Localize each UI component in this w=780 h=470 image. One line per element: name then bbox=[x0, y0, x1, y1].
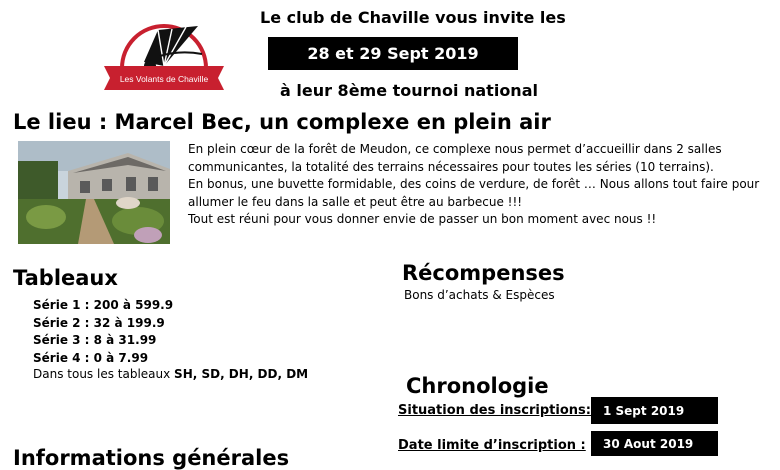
venue-paragraph: En plein cœur de la forêt de Meudon, ce complexe nous permet d’accueillir dans 2 salles communicantes, la totalité des terrains nécessaires pour toutes les séries (10 terrains). bbox=[188, 142, 722, 174]
event-dates-box bbox=[268, 37, 518, 70]
registration-deadline-box bbox=[591, 431, 718, 456]
shuttlecock-icon bbox=[144, 26, 202, 72]
registration-deadline-label: Date limite d’inscription : bbox=[398, 438, 586, 453]
venue-heading: Le lieu : Marcel Bec, un complexe en plein air bbox=[13, 110, 551, 134]
venue-paragraph: Tout est réuni pour vous donner envie de passer un bon moment avec nous !! bbox=[188, 212, 657, 226]
tableaux-heading: Tableaux bbox=[13, 266, 118, 290]
tournament-heading: à leur 8ème tournoi national bbox=[280, 81, 538, 100]
registration-deadline-value: 30 Aout 2019 bbox=[603, 436, 694, 451]
chronologie-heading: Chronologie bbox=[406, 374, 549, 398]
registration-status-value: 1 Sept 2019 bbox=[603, 403, 685, 418]
series-list bbox=[33, 297, 173, 367]
all-boards-line bbox=[33, 367, 308, 381]
series-item: Série 3 : 8 à 31.99 bbox=[33, 333, 157, 347]
recompenses-heading: Récompenses bbox=[402, 261, 565, 285]
venue-photo bbox=[18, 141, 170, 244]
registration-status-box bbox=[591, 397, 718, 424]
info-heading: Informations générales bbox=[13, 446, 290, 470]
series-item: Série 2 : 32 à 199.9 bbox=[33, 315, 165, 330]
invite-heading: Le club de Chaville vous invite les bbox=[260, 8, 566, 27]
venue-paragraph: En bonus, une buvette formidable, des coins de verdure, de forêt … Nous allons tout faire pour allumer le feu dans la salle et peut être au barbecue !!! bbox=[188, 177, 760, 209]
all-boards-list: SH, SD, DH, DD, DM bbox=[174, 367, 309, 381]
event-dates: 28 et 29 Sept 2019 bbox=[307, 44, 479, 63]
logo-text: Les Volants de Chaville bbox=[119, 74, 209, 84]
club-logo bbox=[100, 8, 228, 98]
all-boards-prefix: Dans tous les tableaux bbox=[33, 367, 175, 381]
recompenses-text: Bons d’achats & Espèces bbox=[404, 288, 555, 302]
registration-status-label: Situation des inscriptions: bbox=[398, 403, 591, 418]
series-item: Série 1 : 200 à 599.9 bbox=[33, 298, 174, 312]
series-item: Série 4 : 0 à 7.99 bbox=[33, 350, 149, 365]
venue-description bbox=[188, 141, 768, 229]
